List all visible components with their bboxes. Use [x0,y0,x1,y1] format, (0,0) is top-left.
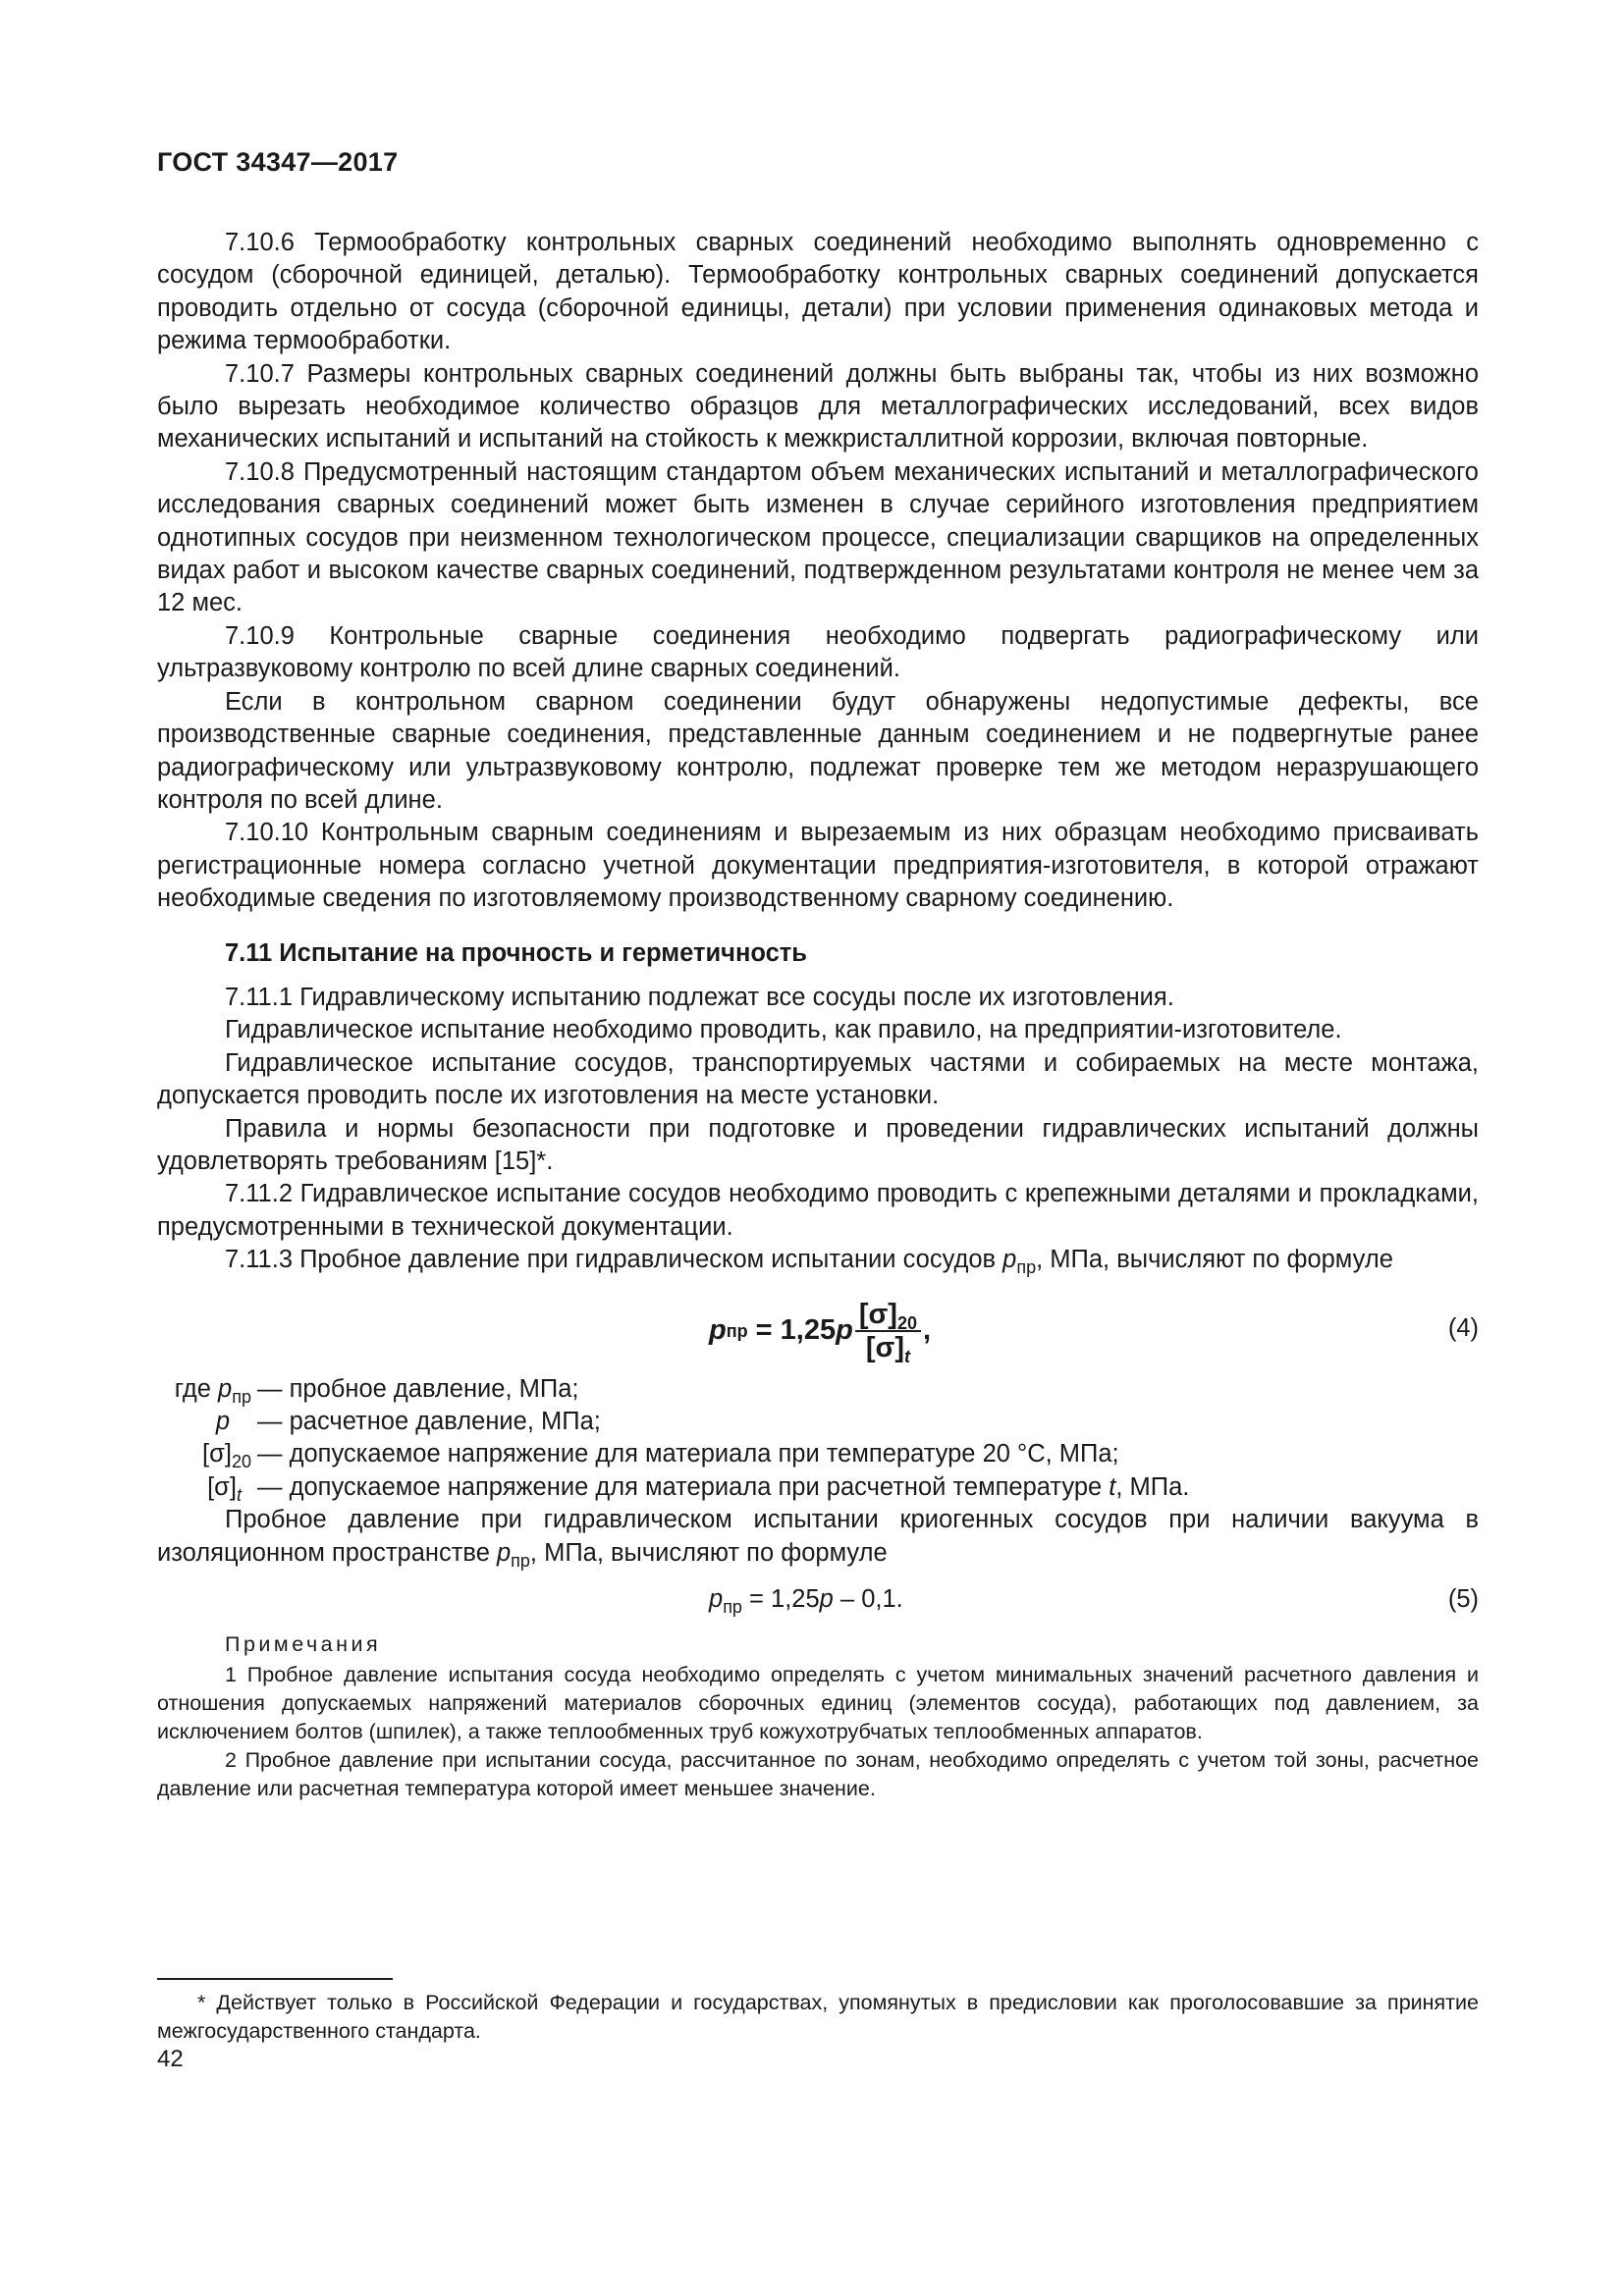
paragraph-7-11-2: 7.11.2 Гидравлическое испытание сосудов необходимо проводить с крепежными деталями и прокладками, предусмотренными в технической документации. [157,1180,1479,1241]
symbol-sub: пр [511,1550,530,1571]
definition-text: — пробное давление, МПа; [257,1374,579,1403]
formula-4-fraction [855,1298,921,1366]
paragraph-7-10-7: 7.10.7 Размеры контрольных сварных соединений должны быть выбраны так, чтобы из них возможно было вырезать необходимое количество образцов для металлографических исследований, всех видов механических испытаний и испытаний на стойкость к межкристаллитной коррозии, включая повторные. [157,359,1479,454]
notes-title: Примечания [225,1632,382,1657]
definition-text-pre: — допускаемое напряжение для материала при расчетной температуре [257,1472,1110,1501]
formula-4 [157,1293,1479,1369]
paragraph-7-10-9-defects: Если в контрольном сварном соединении будут обнаружены недопустимые дефекты, все производственные сварные соединения, представленные данным соединением и не подвергнутые ранее радиографическому или ультразвуковому контролю, подлежат проверке тем же методом неразрушающего контроля по всей длине. [157,687,1479,814]
definition-prefix: где [174,1374,219,1403]
formula-4-den-sub [904,1347,910,1366]
formula-4-numerator [855,1299,921,1332]
document-body [157,227,1479,1803]
formula-5-number: (5) [1447,1585,1479,1614]
definition-symbol [157,1406,251,1438]
symbol-p: p [1002,1246,1017,1274]
formula-5-lhs-sub: пр [723,1597,742,1618]
definition-symbol [157,1438,251,1470]
paragraph-cryogenic-post: , МПа, вычисляют по формуле [529,1538,888,1567]
formula-4-lhs: p [709,1313,727,1346]
formula-4-num-sigma: [σ] [858,1298,897,1330]
formula-5-rhs-p: p [819,1585,834,1614]
definition-sym: [σ] [202,1440,232,1468]
symbol-sub: пр [1016,1257,1037,1278]
paragraph-7-10-8: 7.10.8 Предусмотренный настоящим стандартом объем механических испытаний и металлографического исследования сварных соединений может быть изменен в случае серийного изготовления предприятием однотипных сосудов при неизменном технологическом процессе, специализации сварщиков на определенных видах работ и высоком качестве сварных соединений, подтвержденном результатами контроля не менее чем за 12 мес. [157,457,1479,617]
definition-text: — допускаемое напряжение для материала при температуре 20 °С, МПа; [257,1440,1119,1468]
definition-sub: пр [232,1386,251,1407]
formula-5-expression [709,1583,903,1616]
definition-sym: p [215,1408,230,1435]
definition-sym: p [218,1374,233,1403]
formula-5-rhs-post: – 0,1. [833,1585,903,1614]
definition-text: — расчетное давление, МПа; [257,1408,601,1435]
page-number: 42 [157,2046,184,2072]
document-header: ГОСТ 34347—2017 [157,147,399,177]
definition-row [157,1438,1479,1470]
notes-block [157,1630,1479,1803]
paragraph-7-10-9: 7.10.9 Контрольные сварные соединения необходимо подвергать радиографическому или ультразвуковому контролю по всей длине сварных соединений. [157,621,1479,683]
definition-sym: [σ] [207,1472,237,1501]
definition-sub: 20 [231,1452,251,1472]
footnote: * Действует только в Российской Федерации и государствах, упомянутых в предисловии как проголосовавшие за принятие межгосударственного стандарта. [157,1991,1479,2043]
formula-4-number: (4) [1447,1313,1479,1342]
formula-5-lhs: p [709,1585,724,1614]
section-heading-7-11: 7.11 Испытание на прочность и герметичность [225,938,807,967]
note-item: 1 Пробное давление испытания сосуда необходимо определять с учетом минимальных значений расчетного давления и отношения допускаемых напряжений материалов сборочных единиц (элементов сосуда), работающих под давлением, за исключением болтов (шпилек), а также теплообменных труб кожухотрубчатых теплообменных аппаратов. [157,1663,1479,1744]
paragraph-7-11-1-manufacturer: Гидравлическое испытание необходимо проводить, как правило, на предприятии-изготовителе. [225,1016,1342,1044]
definition-text [251,1471,1479,1504]
formula-5 [157,1577,1479,1623]
paragraph-cryogenic [157,1504,1479,1570]
definition-row [157,1373,1479,1406]
definitions-list [157,1373,1479,1505]
paragraph-7-10-6: 7.10.6 Термообработку контрольных сварных соединений необходимо выполнять одновременно с сосудом (сборочной единицей, деталью). Термообработку контрольных сварных соединений допускается проводить отдельно от сосуда (сборочной единицы, детали) при условии применения одинаковых метода и режима термообработки. [157,229,1479,355]
definition-row [157,1471,1479,1504]
definition-symbol [157,1471,251,1504]
paragraph-7-11-1: 7.11.1 Гидравлическому испытанию подлежат все сосуды после их изготовления. [225,983,1174,1011]
paragraph-7-11-3-pre: 7.11.3 Пробное давление при гидравлическом испытании сосудов [225,1246,1003,1274]
definition-text-italic: t [1109,1472,1116,1501]
symbol-p: p [496,1538,512,1567]
paragraph-7-11-1-assembly: Гидравлическое испытание сосудов, транспортируемых частями и собираемых на месте монтажа, допускается проводить после их изготовления на месте установки. [157,1048,1479,1110]
paragraph-7-11-3-post: , МПа, вычисляют по формуле [1036,1246,1393,1274]
formula-5-rhs-pre: = 1,25 [741,1585,820,1614]
definition-sub-t: t [236,1484,242,1505]
formula-4-den-sub-t: t [903,1346,910,1366]
formula-4-den-sigma: [σ] [865,1331,904,1363]
footnote-divider [157,1978,393,1980]
paragraph-cryogenic-pre: Пробное давление при гидравлическом испытании криогенных сосудов при наличии вакуума в изоляционном пространстве [157,1506,1479,1567]
formula-4-num-sub: 20 [896,1312,917,1333]
paragraph-7-10-10: 7.10.10 Контрольным сварным соединениям и вырезаемым из них образцам необходимо присваивать регистрационные номера согласно учетной документации предприятия-изготовителя, в которой отражают необходимые сведения по изготовляемому производственному сварному соединению. [157,819,1479,913]
formula-4-tail: , [923,1313,932,1346]
definition-row [157,1406,1479,1438]
formula-4-denominator [862,1331,914,1366]
paragraph-7-11-3 [157,1244,1479,1276]
definition-text-post: , МПа. [1115,1472,1190,1501]
note-item: 2 Пробное давление при испытании сосуда, рассчитанное по зонам, необходимо определять с учетом той зоны, расчетное давление или расчетная температура которой имеет меньшее значение. [157,1748,1479,1801]
formula-4-p: p [836,1313,853,1346]
definition-symbol [157,1373,251,1406]
definition-sub [237,1485,242,1505]
formula-4-expression: p пр = 1,25 p $\frac{[\sigma]_{20}}{[\sigma]_t}$ , [709,1298,932,1366]
paragraph-7-11-1-safety: Правила и нормы безопасности при подготовке и проведении гидравлических испытаний должны удовлетворять требованиям [15]*. [157,1114,1479,1175]
formula-4-eq: = 1,25 [747,1313,837,1346]
